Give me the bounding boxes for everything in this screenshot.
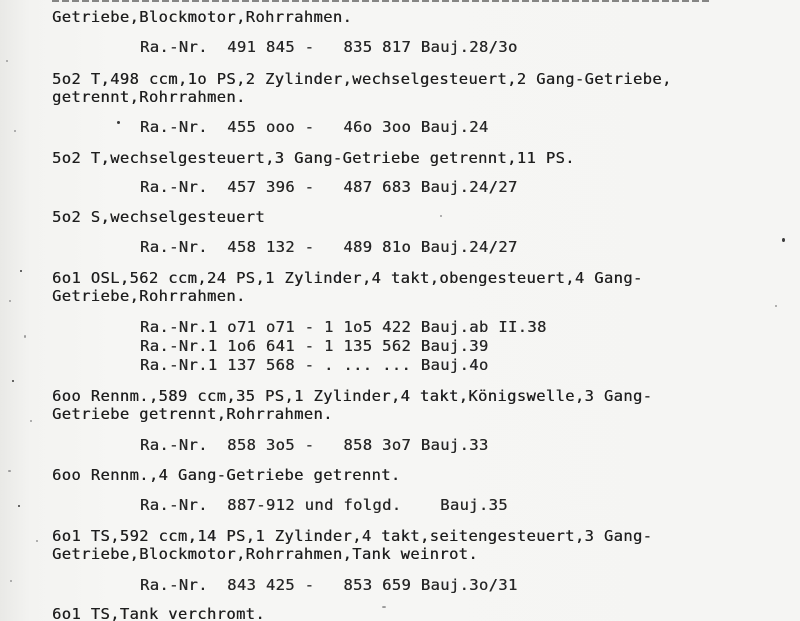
model-spec-line: Getriebe getrennt,Rohrrahmen. [52, 405, 333, 423]
model-spec-line: 5o2 S,wechselgesteuert [52, 208, 265, 226]
frame-number-range: Ra.-Nr.1 o71 o71 - 1 1o5 422 Bauj.ab II.38 [140, 318, 547, 336]
model-spec-line: 5o2 T,498 ccm,1o PS,2 Zylinder,wechselgesteuert,2 Gang-Getriebe, [52, 70, 672, 88]
frame-number-range: Ra.-Nr. 491 845 - 835 817 Bauj.28/3o [140, 38, 518, 56]
frame-number-range: Ra.-Nr. 457 396 - 487 683 Bauj.24/27 [140, 178, 518, 196]
model-spec-line: 6oo Rennm.,589 ccm,35 PS,1 Zylinder,4 takt,Königswelle,3 Gang- [52, 387, 653, 405]
model-spec-line: 6o1 OSL,562 ccm,24 PS,1 Zylinder,4 takt,obengesteuert,4 Gang- [52, 269, 643, 287]
frame-number-range: Ra.-Nr. 458 132 - 489 81o Bauj.24/27 [140, 238, 518, 256]
model-spec-line: 6o1 TS,592 ccm,14 PS,1 Zylinder,4 takt,seitengesteuert,3 Gang- [52, 527, 653, 545]
model-spec-line: 5o2 T,wechselgesteuert,3 Gang-Getriebe getrennt,11 PS. [52, 149, 575, 167]
frame-number-range: Ra.-Nr.1 137 568 - . ... ... Bauj.4o [140, 356, 489, 374]
model-spec-line: getrennt,Rohrrahmen. [52, 88, 246, 106]
spec-line-continuation: Getriebe,Blockmotor,Rohrrahmen. [52, 8, 353, 26]
model-spec-line: 6oo Rennm.,4 Gang-Getriebe getrennt. [52, 466, 401, 484]
frame-number-range: Ra.-Nr. 887-912 und folgd. Bauj.35 [140, 496, 508, 514]
model-spec-line: Getriebe,Blockmotor,Rohrrahmen,Tank weinrot. [52, 545, 478, 563]
frame-number-range: Ra.-Nr. 858 3o5 - 858 3o7 Bauj.33 [140, 436, 489, 454]
frame-number-range: Ra.-Nr. 455 ooo - 46o 3oo Bauj.24 [140, 118, 489, 136]
frame-number-range: Ra.-Nr. 843 425 - 853 659 Bauj.3o/31 [140, 576, 518, 594]
model-spec-line: Getriebe,Rohrrahmen. [52, 287, 246, 305]
frame-number-range: Ra.-Nr.1 1o6 641 - 1 135 562 Bauj.39 [140, 337, 489, 355]
model-spec-line: 6o1 TS,Tank verchromt. [52, 605, 265, 621]
cut-off-top-line [52, 0, 712, 2]
